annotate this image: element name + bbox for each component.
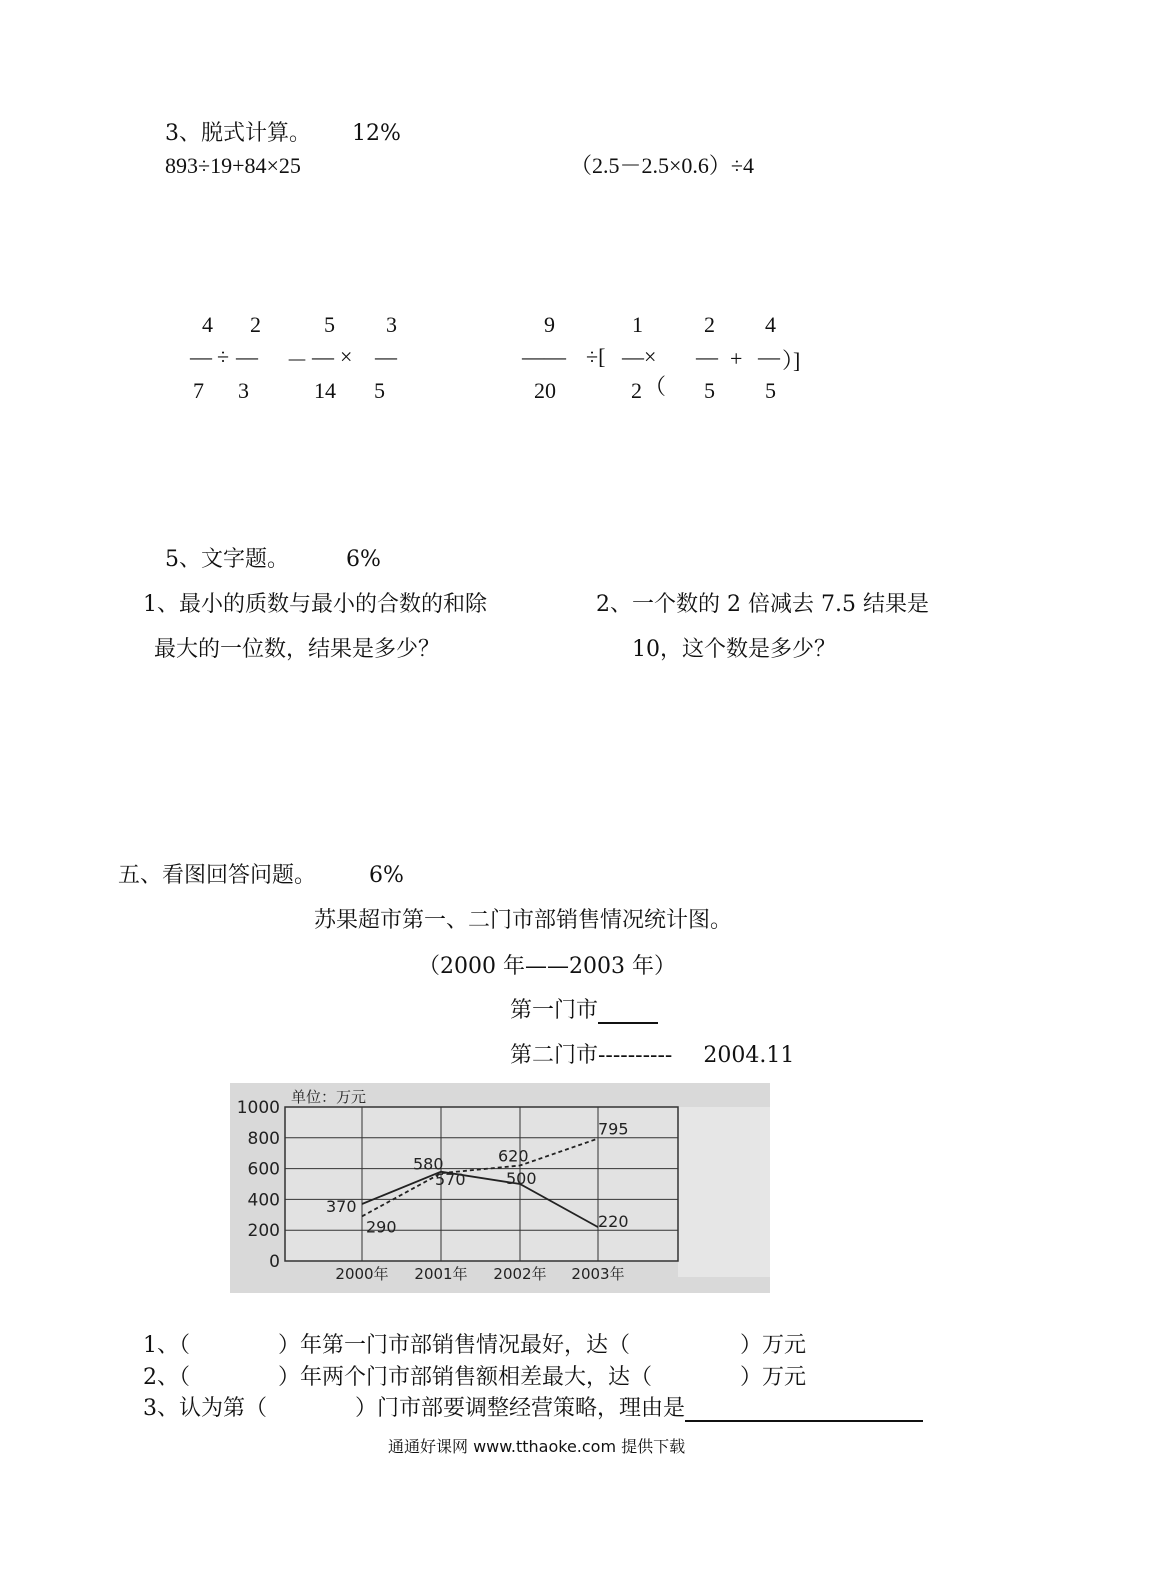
frac-denominator: 2: [631, 378, 642, 403]
x-tick-label: 2002年: [493, 1265, 547, 1283]
x-tick-label: 2001年: [414, 1265, 468, 1283]
y-tick-label: 1000: [236, 1098, 280, 1118]
x-tick-label: 2000年: [335, 1265, 389, 1283]
secV-percent: 6%: [369, 863, 404, 888]
chart-date: 2004.11: [703, 1043, 795, 1068]
word-problem-2-line2: 10，这个数是多少？: [632, 637, 836, 662]
data-label: 220: [598, 1212, 629, 1232]
frac-numerator: 2: [250, 312, 261, 337]
frac-numerator: 2: [704, 312, 715, 337]
secV-heading: [118, 863, 404, 889]
frac-numerator: 5: [324, 312, 335, 337]
word-problem-2-line1: 2、一个数的 2 倍减去 7.5 结果是: [596, 592, 929, 617]
y-tick-label: 200: [247, 1221, 280, 1242]
chart-title: 苏果超市第一、二门市部销售情况统计图。: [314, 908, 733, 933]
unit-label: 单位：万元: [291, 1088, 367, 1106]
legend-first-store: [510, 998, 658, 1024]
secV-heading-text: 五、看图回答问题。: [118, 863, 317, 888]
operator: ）]: [782, 348, 801, 373]
data-label: 370: [326, 1197, 357, 1217]
data-label: 290: [366, 1217, 397, 1237]
y-tick-label: 800: [247, 1128, 280, 1149]
data-label: 570: [435, 1170, 466, 1190]
operator: +: [730, 346, 743, 371]
legend-first-store-label: 第一门市: [510, 998, 599, 1023]
operator: ÷[: [586, 344, 606, 369]
frac-denominator: 14: [314, 378, 336, 403]
frac-numerator: 4: [202, 312, 213, 337]
frac-denominator: 7: [193, 378, 204, 403]
question-1: 1、（ ）年第一门市部销售情况最好，达（ ）万元: [143, 1333, 806, 1358]
data-label: 620: [498, 1146, 529, 1166]
legend-solid-line: [598, 1002, 658, 1024]
x-tick-label: 2003年: [571, 1265, 625, 1283]
word-problem-1-line1: 1、最小的质数与最小的合数的和除: [143, 592, 487, 617]
footer-credit: 通通好课网 www.tthaoke.com 提供下载: [388, 1437, 686, 1456]
operator: ×（: [644, 344, 667, 399]
data-label: 795: [598, 1119, 629, 1139]
y-tick-label: 400: [247, 1190, 280, 1211]
chart-svg: [230, 1083, 770, 1293]
sec5-percent: 6%: [346, 547, 381, 572]
legend-second-store: [510, 1043, 794, 1069]
sec3-percent: 12%: [352, 121, 401, 146]
legend-second-store-label: 第二门市----------: [510, 1043, 673, 1068]
expression-1: 893÷19+84×25: [165, 153, 301, 178]
word-problem-1-line2: 最大的一位数，结果是多少？: [154, 637, 441, 662]
frac-numerator: 4: [765, 312, 776, 337]
sec3-heading: [165, 121, 401, 147]
question-2: 2、（ ）年两个门市部销售额相差最大，达（ ）万元: [143, 1365, 806, 1390]
question-3-text: 3、认为第（ ）门市部要调整经营策略，理由是: [143, 1396, 685, 1421]
chart-subtitle: （2000 年——2003 年）: [418, 954, 676, 979]
frac-denominator: 20: [534, 378, 556, 403]
data-label: 500: [506, 1169, 537, 1188]
expression-2: （2.5－2.5×0.6）÷4: [570, 153, 754, 178]
question-3: [143, 1396, 923, 1422]
chart-side-panel: [678, 1107, 770, 1277]
operator: ×: [340, 344, 353, 369]
y-tick-label: 0: [269, 1252, 280, 1272]
frac-numerator: 9: [544, 312, 555, 337]
frac-denominator: 5: [704, 378, 715, 403]
operator: －: [286, 348, 309, 373]
sec5-heading: [165, 547, 381, 573]
sec5-heading-text: 5、文字题。: [165, 547, 289, 572]
sales-line-chart: [230, 1083, 770, 1293]
frac-denominator: 5: [765, 378, 776, 403]
operator: ÷: [217, 344, 230, 369]
sec3-heading-text: 3、脱式计算。: [165, 121, 311, 146]
y-tick-label: 600: [247, 1159, 280, 1180]
frac-denominator: 5: [374, 378, 385, 403]
data-label: 580: [413, 1154, 444, 1174]
frac-denominator: 3: [238, 378, 249, 403]
frac-numerator: 3: [386, 312, 397, 337]
answer-blank-line: [685, 1396, 923, 1422]
frac-numerator: 1: [632, 312, 643, 337]
